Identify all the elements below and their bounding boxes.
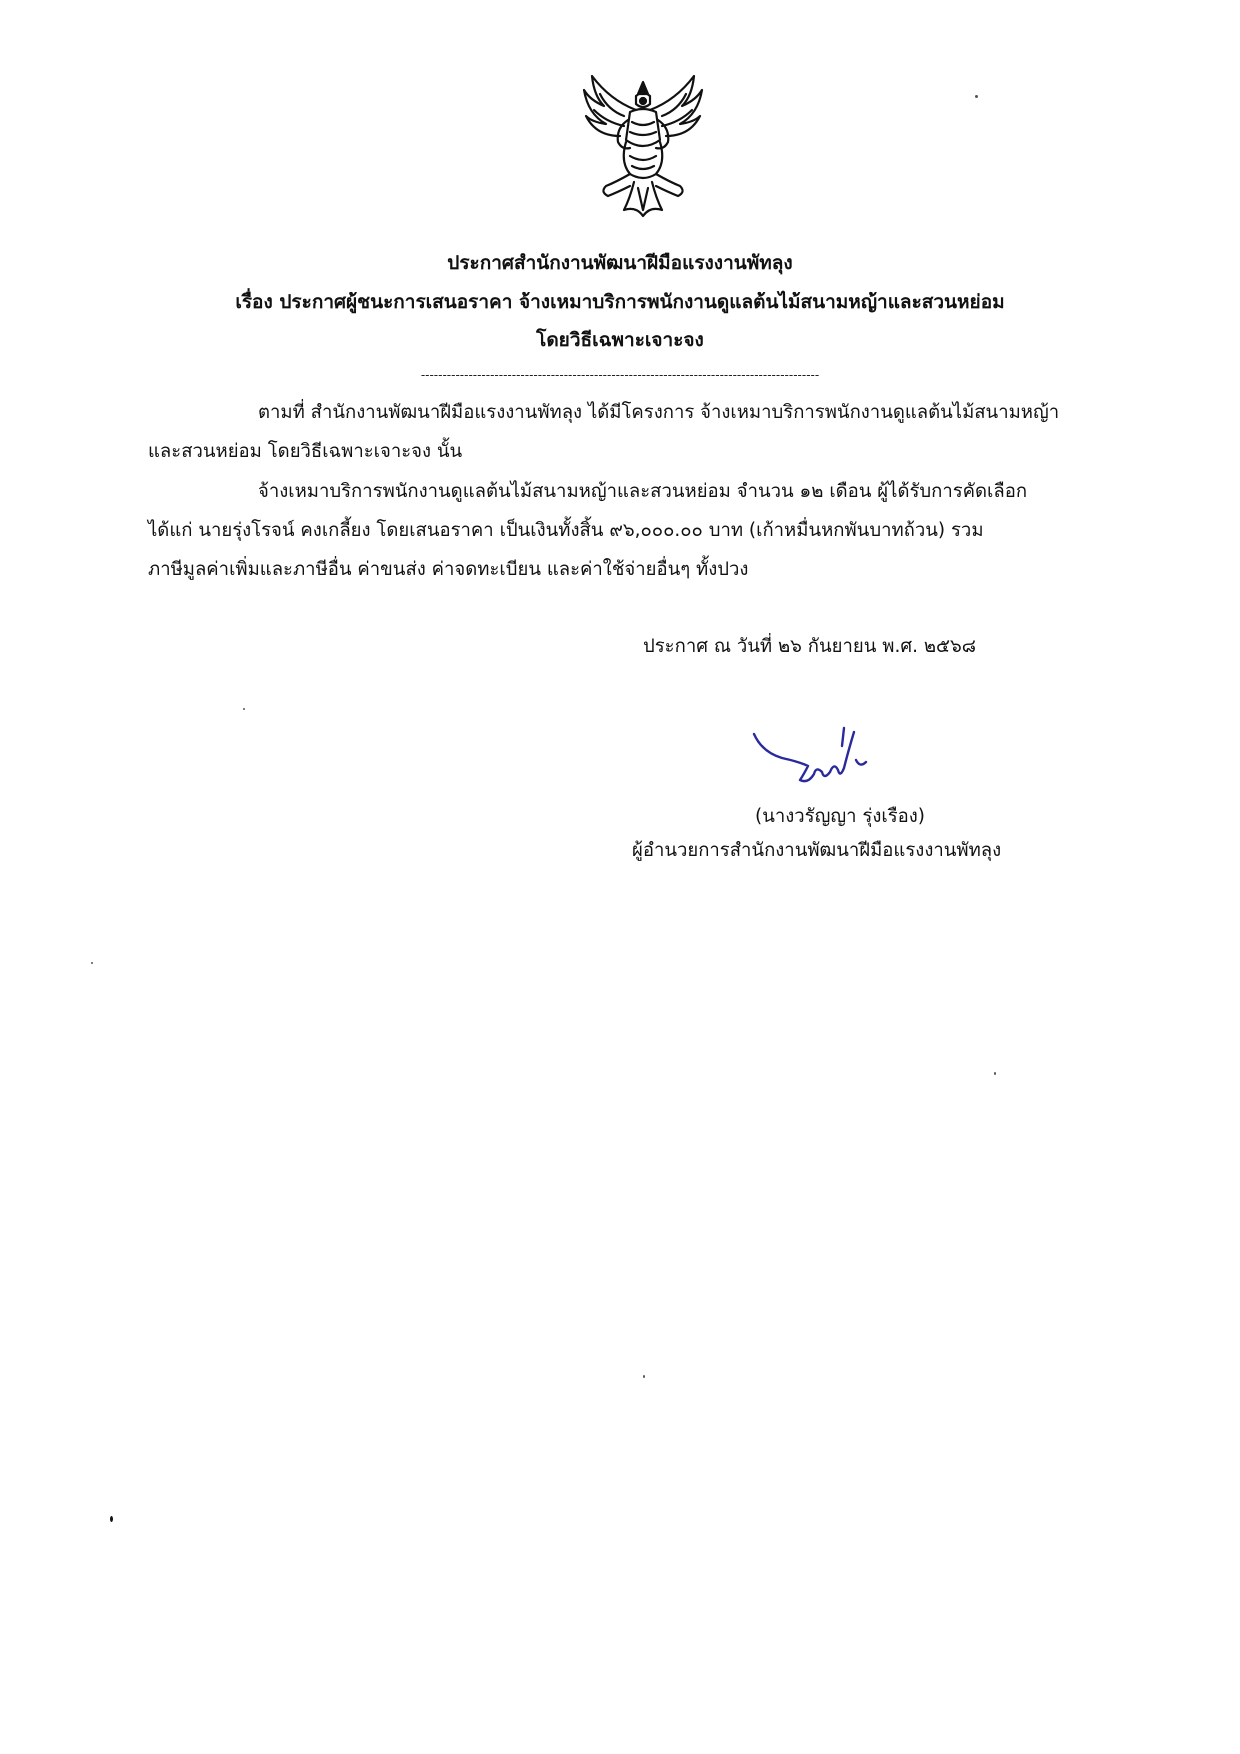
garuda-emblem-icon (580, 70, 706, 222)
scan-speck (643, 1375, 645, 1378)
handwritten-signature (748, 722, 878, 794)
header-divider: -------------------------------------------------------------------------------------------- (420, 368, 820, 382)
signatory-title: ผู้อำนวยการสำนักงานพัฒนาฝีมือแรงงานพัทลุง (632, 840, 1002, 861)
scan-speck (91, 962, 93, 964)
paragraph-2-line-1: จ้างเหมาบริการพนักงานดูแลต้นไม้สนามหญ้าและสวนหย่อม จำนวน ๑๒ เดือน ผู้ได้รับการคัดเลือก (258, 481, 1028, 502)
paragraph-2-line-3: ภาษีมูลค่าเพิ่มและภาษีอื่น ค่าขนส่ง ค่าจดทะเบียน และค่าใช้จ่ายอื่นๆ ทั้งปวง (148, 559, 749, 580)
scan-speck (994, 1072, 996, 1075)
paragraph-2-line-2: ได้แก่ นายรุ่งโรจน์ คงเกลี้ยง โดยเสนอราคา เป็นเงินทั้งสิ้น ๙๖,๐๐๐.๐๐ บาท (เก้าหมื่นหกพันบาทถ้วน) รวม (148, 520, 984, 541)
announcement-agency-heading: ประกาศสำนักงานพัฒนาฝีมือแรงงานพัทลุง (447, 252, 793, 274)
announcement-date: ประกาศ ณ วันที่ ๒๖ กันยายน พ.ศ. ๒๕๖๘ (643, 636, 977, 657)
paragraph-1-line-2: และสวนหย่อม โดยวิธีเฉพาะเจาะจง นั้น (148, 441, 463, 462)
paragraph-1-line-1: ตามที่ สำนักงานพัฒนาฝีมือแรงงานพัทลุง ได้มีโครงการ จ้างเหมาบริการพนักงานดูแลต้นไม้สนามหญ้า (258, 402, 1060, 423)
signatory-name: (นางวรัญญา รุ่งเรือง) (755, 806, 925, 827)
scan-speck (975, 95, 978, 98)
announcement-subject-heading: เรื่อง ประกาศผู้ชนะการเสนอราคา จ้างเหมาบริการพนักงานดูแลต้นไม้สนามหญ้าและสวนหย่อม (235, 291, 1005, 313)
procurement-method-heading: โดยวิธีเฉพาะเจาะจง (536, 329, 704, 351)
scan-speck (243, 708, 245, 710)
scan-speck (110, 1516, 113, 1522)
